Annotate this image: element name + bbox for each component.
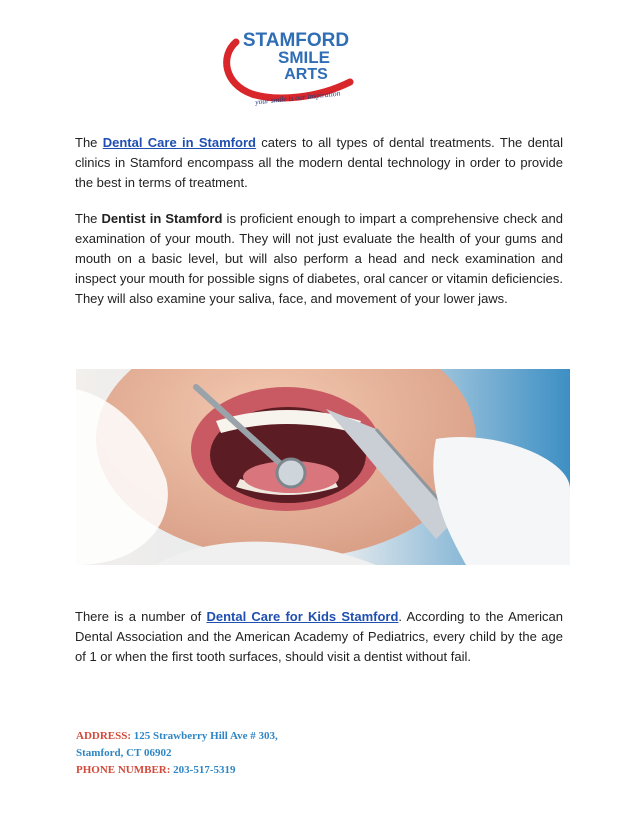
para1-prefix: The <box>75 135 103 150</box>
logo-tagline: your smile is our inspiration <box>254 88 341 106</box>
paragraph-kids-dental <box>75 607 563 667</box>
address-label: ADDRESS: <box>76 730 132 742</box>
stamford-smile-arts-logo <box>218 22 374 106</box>
paragraph-dentist <box>75 209 563 309</box>
contact-footer <box>76 728 476 779</box>
address-line1: 125 Strawberry Hill Ave # 303, <box>133 730 278 742</box>
dentist-in-stamford-bold: Dentist in Stamford <box>101 211 223 226</box>
logo-graphic <box>218 22 374 106</box>
phone-row <box>76 762 476 779</box>
phone-label: PHONE NUMBER: <box>76 764 171 776</box>
paragraph-dental-care <box>75 133 563 193</box>
phone-value: 203-517-5319 <box>173 764 236 776</box>
dental-care-for-kids-link[interactable]: Dental Care for Kids Stamford <box>206 609 399 624</box>
para2-prefix: The <box>75 211 102 226</box>
dental-exam-photo <box>76 369 570 565</box>
para3-suffix: . According to the American Dental Association and the American Academy of Pediatrics, every child by the age of 1 or when the first tooth surfaces, should visit a dentist without fail. <box>75 609 563 664</box>
dental-care-in-stamford-link[interactable]: Dental Care in Stamford <box>102 135 256 150</box>
address-line2: Stamford, CT 06902 <box>76 747 172 759</box>
para3-prefix: There is a number of <box>75 609 207 624</box>
para1-suffix: caters to all types of dental treatments. The dental clinics in Stamford encompass all the modern dental technology in order to provide the best in terms of treatment. <box>75 135 564 190</box>
address-row <box>76 728 476 745</box>
logo-line1: STAMFORD <box>242 30 350 51</box>
logo-line3: ARTS <box>284 66 328 83</box>
para2-suffix: is proficient enough to impart a comprehensive check and examination of your mouth. They will not just evaluate the health of your gums and mouth on a basic level, but will also perform a head and neck examination and inspect your mouth for possible signs of diabetes, oral cancer or vitamin deficiencies. They will also examine your saliva, face, and movement of your lower jaws. <box>75 211 563 306</box>
dental-exam-illustration <box>76 369 570 565</box>
logo-line2: SMILE <box>278 48 330 67</box>
